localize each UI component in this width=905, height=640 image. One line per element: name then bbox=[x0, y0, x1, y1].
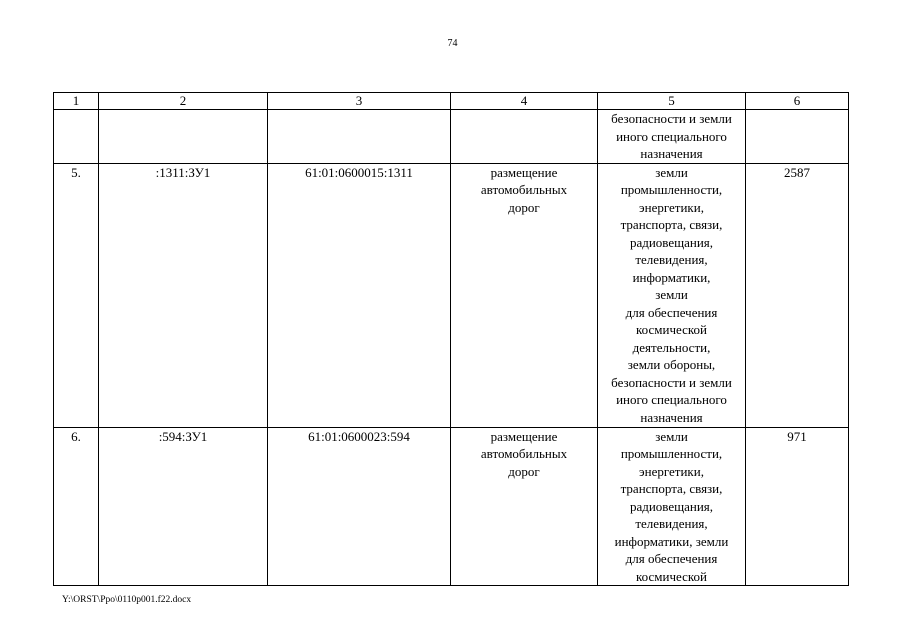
column-header: 2 bbox=[99, 93, 268, 110]
plot-id-cell: :594:ЗУ1 bbox=[99, 427, 268, 586]
land-plots-table bbox=[53, 92, 849, 586]
table-row bbox=[54, 110, 849, 164]
plot-id-cell bbox=[99, 110, 268, 164]
table-row bbox=[54, 163, 849, 427]
column-header: 1 bbox=[54, 93, 99, 110]
table-header-row bbox=[54, 93, 849, 110]
area-cell: 971 bbox=[746, 427, 849, 586]
land-category-cell: земли промышленности, энергетики, транспорта, связи, радиовещания, телевидения, информатики, земли для обеспечения космической bbox=[598, 427, 746, 586]
cadastral-number-cell: 61:01:0600023:594 bbox=[268, 427, 451, 586]
column-header: 5 bbox=[598, 93, 746, 110]
land-category-cell: безопасности и земли иного специального назначения bbox=[598, 110, 746, 164]
column-header: 6 bbox=[746, 93, 849, 110]
table-row bbox=[54, 427, 849, 586]
row-number-cell bbox=[54, 110, 99, 164]
page-number: 74 bbox=[447, 38, 458, 49]
cadastral-number-cell bbox=[268, 110, 451, 164]
row-number-cell: 5. bbox=[54, 163, 99, 427]
permitted-use-cell: размещение автомобильных дорог bbox=[451, 427, 598, 586]
column-header: 4 bbox=[451, 93, 598, 110]
footer-file-path: Y:\ORST\Ppo\0110p001.f22.docx bbox=[62, 595, 192, 605]
cadastral-number-cell: 61:01:0600015:1311 bbox=[268, 163, 451, 427]
plot-id-cell: :1311:ЗУ1 bbox=[99, 163, 268, 427]
area-cell bbox=[746, 110, 849, 164]
column-header: 3 bbox=[268, 93, 451, 110]
permitted-use-cell bbox=[451, 110, 598, 164]
land-category-cell: земли промышленности, энергетики, транспорта, связи, радиовещания, телевидения, информатики, земли для обеспечения космической деятельности, земли обороны, безопасности и земли иного специального назначения bbox=[598, 163, 746, 427]
row-number-cell: 6. bbox=[54, 427, 99, 586]
permitted-use-cell: размещение автомобильных дорог bbox=[451, 163, 598, 427]
area-cell: 2587 bbox=[746, 163, 849, 427]
